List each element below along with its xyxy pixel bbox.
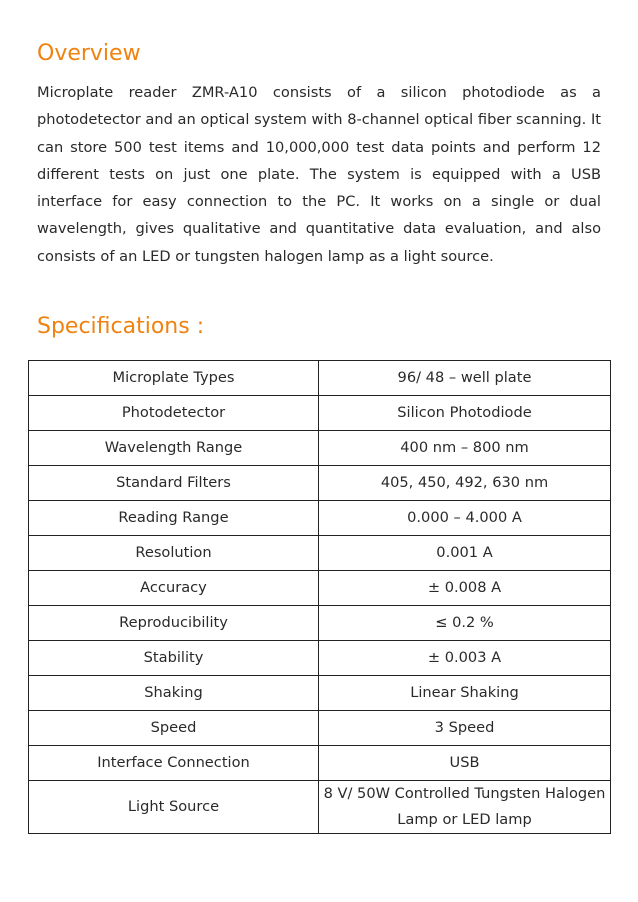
spec-value: Linear Shaking — [319, 676, 611, 711]
spec-label: Wavelength Range — [29, 431, 319, 466]
overview-heading: Overview — [37, 41, 141, 66]
table-row — [29, 606, 611, 641]
spec-label: Shaking — [29, 676, 319, 711]
spec-label: Reproducibility — [29, 606, 319, 641]
spec-label: Resolution — [29, 536, 319, 571]
table-row — [29, 396, 611, 431]
table-row — [29, 781, 611, 834]
table-row — [29, 711, 611, 746]
table-row — [29, 361, 611, 396]
table-row — [29, 641, 611, 676]
spec-value: 405, 450, 492, 630 nm — [319, 466, 611, 501]
spec-label: Stability — [29, 641, 319, 676]
spec-value: ± 0.008 A — [319, 571, 611, 606]
spec-label: Accuracy — [29, 571, 319, 606]
table-row — [29, 536, 611, 571]
table-row — [29, 501, 611, 536]
spec-value: ± 0.003 A — [319, 641, 611, 676]
specifications-table — [28, 360, 611, 834]
spec-value: 96/ 48 – well plate — [319, 361, 611, 396]
specifications-heading: Specifications : — [37, 314, 205, 339]
spec-label: Speed — [29, 711, 319, 746]
table-row — [29, 746, 611, 781]
spec-label: Photodetector — [29, 396, 319, 431]
table-row — [29, 466, 611, 501]
spec-value: 400 nm – 800 nm — [319, 431, 611, 466]
spec-label: Interface Connection — [29, 746, 319, 781]
spec-value: ≤ 0.2 % — [319, 606, 611, 641]
spec-value: USB — [319, 746, 611, 781]
overview-paragraph: Microplate reader ZMR-A10 consists of a silicon photodiode as a photodetector and an optical system with 8-channel optical fiber scanning. It can store 500 test items and 10,000,000 test data points and perform 12 different tests on just one plate. The system is equipped with a USB interface for easy connection to the PC. It works on a single or dual wavelength, gives qualitative and quantitative data evaluation, and also consists of an LED or tungsten halogen lamp as a light source. — [37, 84, 601, 265]
spec-value: 8 V/ 50W Controlled Tungsten Halogen Lamp or LED lamp — [319, 781, 611, 834]
table-row — [29, 431, 611, 466]
spec-value: 0.001 A — [319, 536, 611, 571]
spec-label: Microplate Types — [29, 361, 319, 396]
spec-label: Light Source — [29, 781, 319, 834]
spec-label: Standard Filters — [29, 466, 319, 501]
spec-value: 0.000 – 4.000 A — [319, 501, 611, 536]
table-row — [29, 676, 611, 711]
spec-value: Silicon Photodiode — [319, 396, 611, 431]
spec-label: Reading Range — [29, 501, 319, 536]
table-row — [29, 571, 611, 606]
spec-value: 3 Speed — [319, 711, 611, 746]
